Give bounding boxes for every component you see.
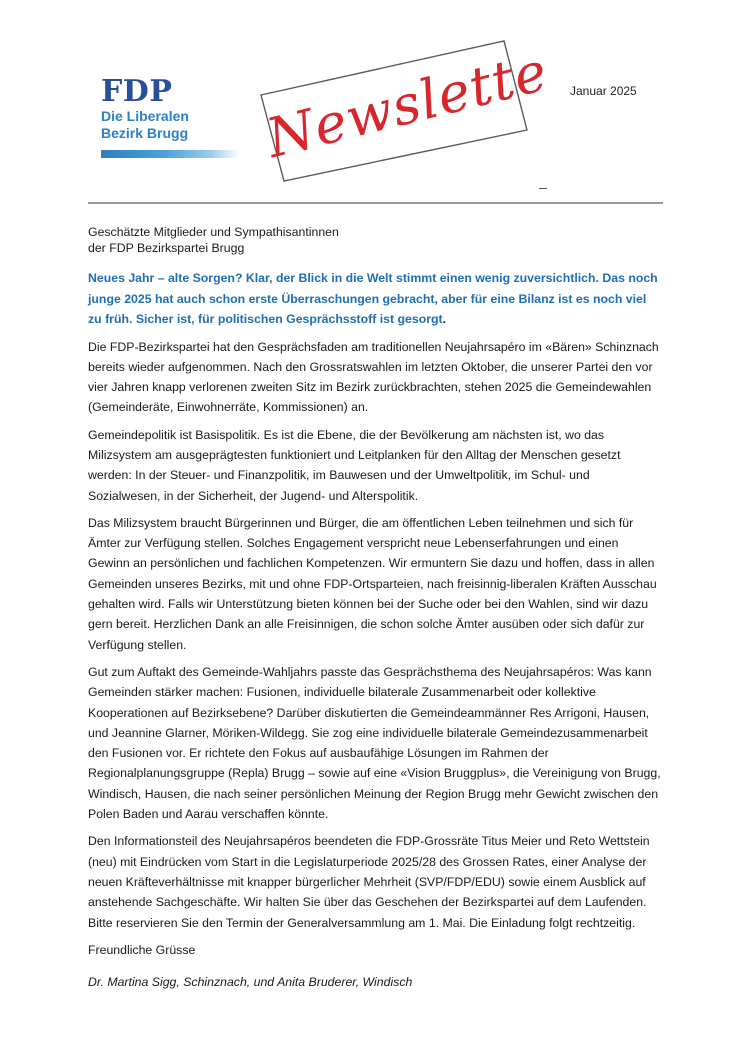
header-divider (88, 202, 663, 204)
salutation (88, 224, 663, 256)
closing: Freundliche Grüsse (88, 942, 196, 957)
lead-paragraph (88, 268, 663, 330)
salutation-line-1: Geschätzte Mitglieder und Sympathisantinnen (88, 225, 339, 239)
fdp-logo (101, 76, 189, 142)
letter-body (88, 224, 663, 1004)
logo-line-liberalen: Die Liberalen (101, 108, 189, 124)
signature: Dr. Martina Sigg, Schinznach, und Anita Bruderer, Windisch (88, 975, 413, 990)
issue-date: Januar 2025 (570, 84, 637, 98)
salutation-line-2: der FDP Bezirkspartei Brugg (88, 241, 245, 255)
paragraph-5: Den Informationsteil des Neujahrsapéros beendeten die FDP-Grossräte Titus Meier und Reto Wettstein (neu) mit Eindrücken vom Start in die Legislaturperiode 2025/28 des Grossen Rates, einer Analyse der neuen Kräfteverhältnisse mit knapper bürgerlicher Mehrheit (SVP/FDP/EDU) sowie einem Ausblick auf anstehende Sachgeschäfte. Wir halten Sie über das Geschehen der Bezirkspartei auf dem Laufenden. (88, 834, 650, 910)
logo-gradient-bar (101, 150, 239, 158)
lead-period: . (442, 312, 447, 326)
paragraph-3: Das Milizsystem braucht Bürgerinnen und Bürger, die am öffentlichen Leben teilnehmen und sich für Ämter zur Verfügung stellen. Solches Engagement verspricht neue Lebenserfahrungen und einen Gewinn an persönlichen und fachlichen Kompetenzen. Wir ermuntern Sie dazu und hoffen, dass in allen Gemeinden unseres Bezirks, mit und ohne FDP-Ortsparteien, nach freisinnig-liberalen Kräften Ausschau gehalten wird. Falls wir Unterstützung bieten können bei der Suche oder bei den Wahlen, sind wir dazu gern bereit. Herzlichen Dank an alle Freisinnigen, die schon solche Ämter ausüben oder sich dafür zur Verfügung stellen. (88, 515, 657, 652)
paragraph-1: Die FDP-Bezirkspartei hat den Gesprächsfaden am traditionellen Neujahrsapéro im «Bären» Schinznach bereits wieder aufgenommen. Nach den Grossratswahlen im letzten Oktober, die unserer Partei den vor vier Jahren knapp verlorenen zweiten Sitz im Bezirk zurückbrachten, stehen 2025 die Gemeindewahlen (Gemeinderäte, Einwohnerräte, Kommissionen) an. (88, 339, 659, 415)
logo-line-bezirk: Bezirk Brugg (101, 125, 189, 141)
logo-fdp-wordmark: FDP (101, 74, 173, 109)
small-dash (539, 188, 547, 189)
lead-text: Neues Jahr – alte Sorgen? Klar, der Blick in die Welt stimmt einen wenig zuversichtlich. Das noch junge 2025 hat auch schon erste Überraschungen gebracht, aber für eine Bilanz ist es noch viel zu früh. Sicher ist, für politischen Gesprächsstoff ist gesorgt (88, 271, 658, 326)
stamp-title: Newslette (260, 39, 554, 171)
paragraph-6: Bitte reservieren Sie den Termin der Generalversammlung am 1. Mai. Die Einladung folgt rechtzeitig. (88, 915, 636, 930)
paragraph-2: Gemeindepolitik ist Basispolitik. Es ist die Ebene, die der Bevölkerung am nächsten ist, wo das Milizsystem am ausgeprägtesten funktioniert und Leitplanken für den Alltag der Menschen gesetzt werden: In der Steuer- und Finanzpolitik, im Bauwesen und der Umweltpolitik, im Schul- und Sozialwesen, in der Sicherheit, der Jugend- und Alterspolitik. (88, 427, 621, 503)
paragraph-4: Gut zum Auftakt des Gemeinde-Wahljahrs passte das Gesprächsthema des Neujahrsapéros: Was kann Gemeinden stärker machen: Fusionen, individuelle bilaterale Zusammenarbeit oder kollektive Kooperationen auf Bezirksebene? Darüber diskutierten die Gemeindeammänner Res Arrigoni, Hausen, und Jeannine Glarner, Möriken-Wildegg. Sie zog eine individuelle bilaterale Gemeindezusammenarbeit den Fusionen vor. Er richtete den Fokus auf ausbaufähige Lösungen im Rahmen der Regionalplanungsgruppe (Repla) Brugg – sowie auf eine «Vision Bruggplus», die Vereinigung von Brugg, Windisch, Hausen, die nach seiner persönlichen Meinung der Region Brugg mehr Gewicht zwischen den Polen Baden und Aarau verschaffen könnte. (88, 664, 661, 822)
